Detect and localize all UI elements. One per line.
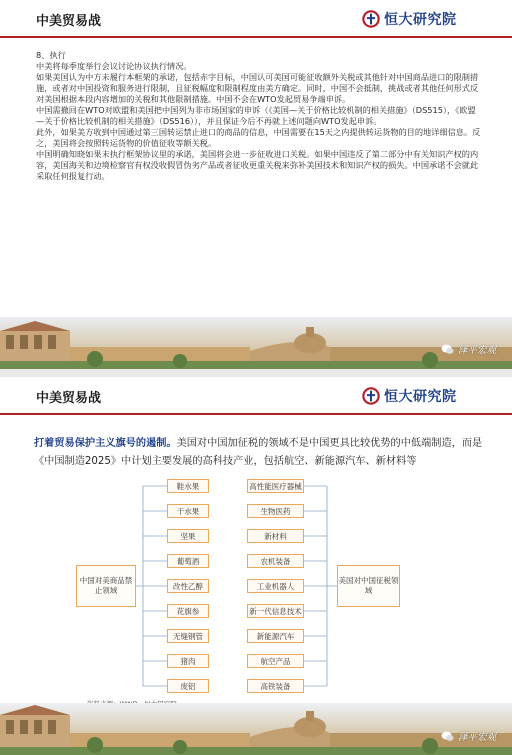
left-item-box: 废铝	[167, 679, 209, 693]
wechat-icon	[441, 344, 454, 355]
paragraph: 此外，如果美方收到中国通过第三国转运禁止进口的商品的信息，中国需要在15天之内提供转运货物的目的地详细信息。反之，美国将会按照转运货物的价值征收等额关税。	[36, 127, 481, 148]
building-banner-image	[0, 703, 512, 755]
right-item-box: 生物医药	[247, 504, 304, 518]
paragraph: 如果美国认为中方未履行本框架的承诺，包括赤字目标，中国认可美国可能征收额外关税或其他针对中国商品进口的限制措施，或者对中国投资和服务进行限制，且征税幅度和限制程度由美方确定。同时，中国不会抵制，挑战或者其他任何形式反对美国根据本段内容增加的关税和其他限制措施。中国不会在WTO发起贸易争端申诉。	[36, 72, 479, 104]
body-text	[36, 50, 482, 182]
slide-header	[0, 0, 512, 36]
left-connectors	[136, 486, 167, 686]
watermark-text: 泽平宏观	[457, 345, 496, 356]
left-item-box: 猪肉	[167, 654, 209, 668]
evergrande-logo-icon	[362, 10, 380, 28]
header-title: 中美贸易战	[36, 13, 102, 28]
right-item-box: 高铁装备	[247, 679, 304, 693]
paragraph: 中美将每季度举行会议讨论协议执行情况。	[36, 61, 192, 71]
section-heading: 8、执行	[36, 50, 66, 60]
left-item-box: 坚果	[167, 529, 209, 543]
right-item-box: 高性能医疗器械	[247, 479, 304, 493]
building-banner-image	[0, 317, 512, 369]
right-item-box: 航空产品	[247, 654, 304, 668]
intro-highlight: 打着贸易保护主义旗号的遏制。	[34, 438, 177, 449]
left-item-box: 干水果	[167, 504, 209, 518]
us-tariff-domain-box: 美国对中国征税领域	[337, 565, 400, 607]
right-item-box: 新能源汽车	[247, 629, 304, 643]
left-item-box: 无缝钢管	[167, 629, 209, 643]
right-item-box: 新材料	[247, 529, 304, 543]
slide-2	[0, 377, 512, 755]
wechat-icon	[441, 731, 454, 742]
left-item-box: 花旗参	[167, 604, 209, 618]
watermark-text: 泽平宏观	[457, 732, 496, 743]
paragraph: 中国需撤回在WTO对欧盟和美国把中国列为非市场国家的申诉（《美国—关于价格比较机制的相关措施》（DS515），《欧盟—关于价格比较机制的相关措施》（DS516）），并且保证今后不再就上述问题向WTO发起申诉。	[36, 105, 476, 126]
paragraph: 中国明确知晓如果未执行框架协议里的承诺，美国将会进一步征收进口关税。如果中国违反了第二部分中有关知识产权的内容，美国海关和边境检察官有权没收假冒伪劣产品或者征收更重关税来弥补美国技术和知识产权的损失。中国承诺不会就此采取任何报复行动。	[36, 149, 479, 181]
watermark	[441, 729, 496, 743]
header-title: 中美贸易战	[36, 390, 102, 405]
left-item-box: 改性乙醇	[167, 579, 209, 593]
watermark	[441, 342, 496, 356]
right-item-box: 工业机器人	[247, 579, 304, 593]
china-ban-domain-box: 中国对美商品禁止领域	[76, 565, 136, 607]
left-item-box: 鞋水果	[167, 479, 209, 493]
intro-text: 美国对中国加征税的领域不是中国更具比较优势的中低端制造，而是《中国制造2025》中计划主要发展的高科技产业，包括航空、新能源汽车、新材料等	[34, 438, 483, 467]
logo-text: 恒大研究院	[384, 11, 457, 27]
logo-text: 恒大研究院	[384, 388, 457, 404]
right-item-box: 新一代信息技术	[247, 604, 304, 618]
right-connectors	[304, 486, 337, 686]
slide-1	[0, 0, 512, 369]
left-item-box: 葡萄酒	[167, 554, 209, 568]
right-item-box: 农机装备	[247, 554, 304, 568]
header-divider	[0, 36, 512, 38]
brand-logo	[362, 8, 457, 30]
